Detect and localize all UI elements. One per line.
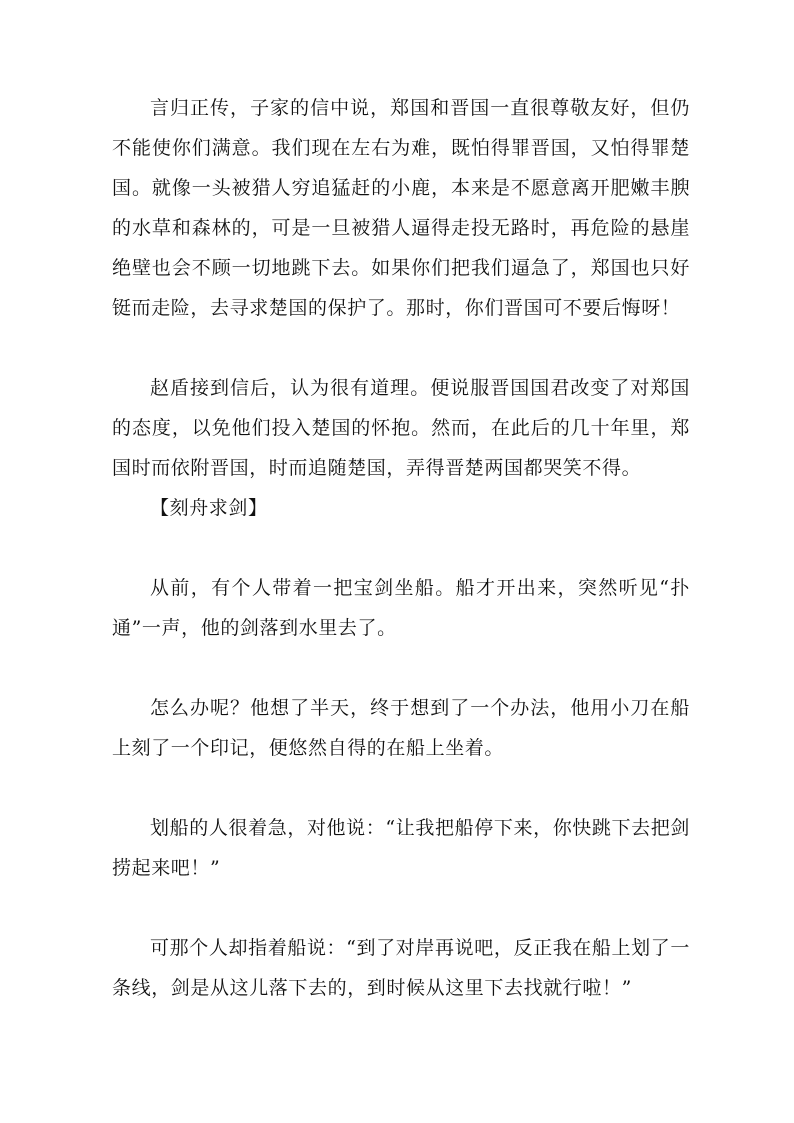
- paragraph-boatman: 划船的人很着急，对他说：“让我把船停下来，你快跳下去把剑捞起来吧！”: [112, 817, 690, 879]
- section-heading-kezhouqiujian: 【刻舟求剑】: [150, 497, 268, 519]
- paragraph-reply: 可那个人却指着船说：“到了对岸再说吧，反正我在船上划了一条线，剑是从这儿落下去的，到时候从这里下去找就行啦！”: [112, 937, 690, 999]
- paragraph-mark-boat: 怎么办呢？他想了半天，终于想到了一个办法，他用小刀在船上刻了一个印记，便悠然自得的在船上坐着。: [112, 697, 690, 759]
- paragraph-sword-falls: 从前，有个人带着一把宝剑坐船。船才开出来，突然听见“扑通”一声，他的剑落到水里去了。: [112, 577, 690, 639]
- paragraph-zheng-letter: 言归正传，子家的信中说，郑国和晋国一直很尊敬友好，但仍不能使你们满意。我们现在左右为难，既怕得罪晋国，又怕得罪楚国。就像一头被猎人穷追猛赶的小鹿，本来是不愿意离开肥嫩丰腴的水草和森林的，可是一旦被猎人逼得走投无路时，再危险的悬崖绝壁也会不顾一切地跳下去。如果你们把我们逼急了，郑国也只好铤而走险，去寻求楚国的保护了。那时，你们晋国可不要后悔呀！: [112, 97, 690, 319]
- paragraph-zhao-dun: 赵盾接到信后，认为很有道理。便说服晋国国君改变了对郑国的态度，以免他们投入楚国的怀抱。然而，在此后的几十年里，郑国时而依附晋国，时而追随楚国，弄得晋楚两国都哭笑不得。: [112, 377, 690, 479]
- document-body: [112, 88, 690, 1008]
